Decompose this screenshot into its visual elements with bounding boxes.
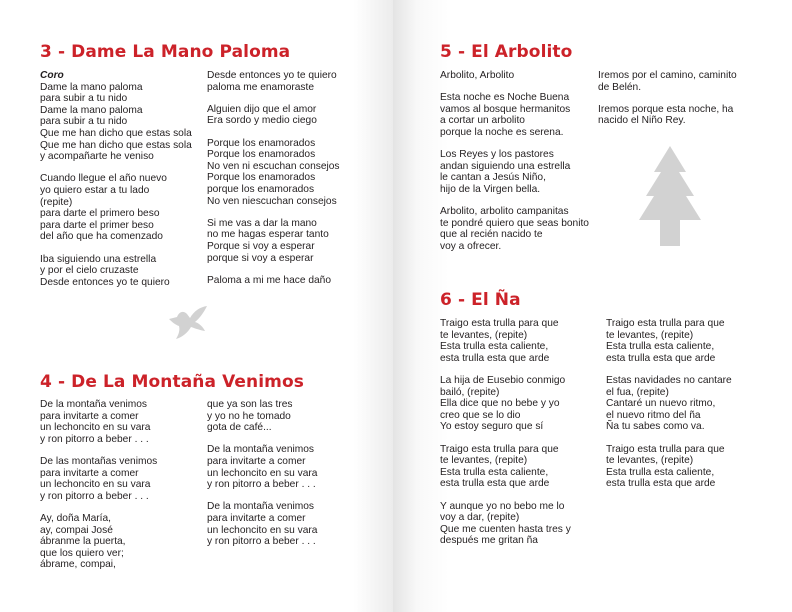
lyric-line: un lechoncito en su vara: [207, 467, 318, 479]
stanza: [207, 275, 367, 287]
lyric-line: ábranme la puerta,: [40, 536, 126, 548]
stanza: [207, 138, 367, 208]
lyric-line: andan siguiendo una estrella: [440, 160, 571, 172]
lyric-line: Porque los enamorados: [207, 149, 316, 161]
stanza: [40, 399, 200, 445]
song-title: 6 - El Ña: [440, 290, 521, 310]
lyric-line: un lechoncito en su vara: [207, 524, 318, 536]
lyric-line: para subir a tu nido: [40, 93, 128, 105]
stanza: [207, 104, 367, 127]
lyric-line: Ña tu sabes como va.: [606, 421, 705, 433]
lyric-line: No ven niescuchan consejos: [207, 195, 337, 207]
lyric-line: Ay, doña María,: [40, 512, 111, 524]
lyric-line: Porque si voy a esperar: [207, 240, 315, 252]
stanza: [440, 444, 600, 490]
lyric-line: y acompañarte he veniso: [40, 151, 154, 163]
stanza: [598, 104, 758, 127]
stanza: [606, 375, 766, 433]
stanza: [207, 70, 367, 93]
lyric-line: para invitarte a comer: [40, 467, 139, 479]
lyrics-column: [598, 70, 758, 138]
lyric-line: y ron pitorro a beber . . .: [207, 479, 316, 491]
stanza: [440, 375, 600, 433]
stanza: [40, 513, 200, 571]
stanza: [207, 444, 367, 490]
lyric-line: Iremos porque esta noche, ha: [598, 103, 734, 115]
lyric-line: y por el cielo cruzaste: [40, 265, 139, 277]
lyric-line: ábrame, compai,: [40, 559, 116, 571]
lyric-line: para darte el primero beso: [40, 208, 160, 220]
lyric-line: voy a dar, (repite): [440, 512, 520, 524]
lyric-line: Traigo esta trulla para que: [606, 318, 725, 329]
lyric-line: Y aunque yo no bebo me lo: [440, 500, 565, 512]
lyric-line: Iremos por el camino, caminito: [598, 70, 737, 81]
lyric-line: después me gritan ña: [440, 535, 538, 547]
lyric-line: no me hagas esperar tanto: [207, 229, 329, 241]
lyric-line: De la montaña venimos: [40, 399, 148, 410]
lyric-line: Que me cuenten hasta tres y: [440, 523, 571, 535]
lyric-line: bailó, (repite): [440, 386, 500, 398]
song-de-la-montana-venimos: [40, 372, 304, 392]
lyric-line: para subir a tu nido: [40, 116, 128, 128]
lyric-line: voy a ofrecer.: [440, 240, 502, 252]
song-title: 3 - Dame La Mano Paloma: [40, 42, 291, 62]
dove-icon: [167, 306, 211, 340]
lyric-line: Traigo esta trulla para que: [440, 318, 559, 329]
lyric-line: que ya son las tres: [207, 399, 293, 410]
lyric-line: el fua, (repite): [606, 386, 669, 398]
lyric-line: No ven ni escuchan consejos: [207, 160, 340, 172]
lyric-line: te levantes, (repite): [606, 455, 694, 467]
lyric-line: y yo no he tomado: [207, 410, 291, 422]
lyric-line: ay, compai José: [40, 524, 113, 536]
lyric-line: Arbolito, arbolito campanitas: [440, 206, 569, 218]
lyric-line: vamos al bosque hermanitos: [440, 103, 571, 115]
coro-label: Coro: [40, 70, 64, 81]
lyric-line: para invitarte a comer: [207, 512, 306, 524]
lyric-line: y ron pitorro a beber . . .: [40, 490, 149, 502]
lyric-line: te pondré quiero que seas bonito: [440, 217, 589, 229]
stanza: [40, 70, 200, 163]
lyric-line: nacido el Niño Rey.: [598, 115, 686, 127]
song-dame-la-mano-paloma: [40, 42, 290, 62]
lyric-line: le cantan a Jesús Niño,: [440, 172, 546, 184]
song-title: 5 - El Arbolito: [440, 42, 573, 62]
lyric-line: Que me han dicho que estas sola: [40, 139, 192, 151]
song-title: 4 - De La Montaña Venimos: [40, 372, 304, 392]
lyrics-column: [207, 399, 367, 558]
lyric-line: Cantaré un nuevo ritmo,: [606, 398, 716, 410]
lyric-line: Desde entonces yo te quiero: [40, 276, 170, 288]
lyric-line: para invitarte a comer: [207, 455, 306, 467]
lyric-line: esta trulla esta que arde: [440, 478, 550, 490]
stanza: [440, 92, 600, 138]
lyric-line: Esta noche es Noche Buena: [440, 92, 570, 104]
lyric-line: Que me han dicho que estas sola: [40, 127, 192, 139]
lyric-line: Traigo esta trulla para que: [606, 443, 725, 455]
lyric-line: La hija de Eusebio conmigo: [440, 374, 566, 386]
lyric-line: un lechoncito en su vara: [40, 422, 151, 434]
lyrics-column: [207, 70, 367, 297]
lyric-line: De las montañas venimos: [40, 455, 158, 467]
lyric-line: y ron pitorro a beber . . .: [40, 433, 149, 445]
stanza: [207, 218, 367, 264]
stanza: [440, 318, 600, 364]
lyric-line: Alguien dijo que el amor: [207, 103, 317, 115]
lyric-line: De la montaña venimos: [207, 501, 315, 513]
lyric-line: Paloma a mi me hace daño: [207, 274, 332, 286]
lyric-line: porque la noche es serena.: [440, 126, 564, 138]
lyric-line: del año que ha comenzado: [40, 231, 163, 243]
lyric-line: Arbolito, Arbolito: [440, 70, 515, 81]
lyric-line: esta trulla esta que arde: [606, 352, 716, 364]
stanza: [440, 149, 600, 195]
lyric-line: porque los enamorados: [207, 183, 315, 195]
lyric-line: hijo de la Virgen bella.: [440, 183, 541, 195]
lyric-line: que los quiero ver;: [40, 547, 124, 559]
lyric-line: Ella dice que no bebe y yo: [440, 398, 560, 410]
song-el-arbolito: [440, 42, 572, 62]
lyric-line: un lechoncito en su vara: [40, 479, 151, 491]
lyric-line: Dame la mano paloma: [40, 104, 143, 116]
lyric-line: (repite): [40, 196, 73, 208]
lyric-line: paloma me enamoraste: [207, 81, 315, 93]
lyric-line: a cortar un arbolito: [440, 115, 525, 127]
lyric-line: Estas navidades no cantare: [606, 374, 732, 386]
lyric-line: te levantes, (repite): [440, 329, 528, 341]
stanza: [440, 206, 600, 252]
stanza: [606, 318, 766, 364]
lyric-line: te levantes, (repite): [606, 329, 694, 341]
lyric-line: Cuando llegue el año nuevo: [40, 173, 167, 185]
lyric-line: y ron pitorro a beber . . .: [207, 536, 316, 548]
lyric-line: Los Reyes y los pastores: [440, 149, 554, 161]
lyric-line: De la montaña venimos: [207, 444, 315, 456]
lyric-line: Iba siguiendo una estrella: [40, 253, 157, 265]
lyric-line: Esta trulla esta caliente,: [440, 466, 549, 478]
stanza: [207, 501, 367, 547]
stanza: [207, 399, 367, 434]
lyric-line: Porque los enamorados: [207, 137, 316, 149]
lyric-line: Era sordo y medio ciego: [207, 115, 317, 127]
song-el-na: [440, 290, 521, 310]
christmas-tree-icon: [634, 146, 706, 254]
stanza: [440, 501, 600, 547]
lyric-line: Esta trulla esta caliente,: [606, 341, 715, 353]
lyric-line: yo quiero estar a tu lado: [40, 184, 150, 196]
stanza: [40, 456, 200, 502]
stanza: [598, 70, 758, 93]
lyrics-column: [440, 318, 600, 557]
lyric-line: para invitarte a comer: [40, 410, 139, 422]
lyrics-column: [606, 318, 766, 501]
lyric-line: el nuevo ritmo del ña: [606, 409, 701, 421]
lyric-line: te levantes, (repite): [440, 455, 528, 467]
stanza: [40, 254, 200, 289]
lyric-line: Traigo esta trulla para que: [440, 443, 559, 455]
stanza: [40, 173, 200, 243]
lyric-line: gota de café...: [207, 422, 272, 434]
lyrics-column: [40, 70, 200, 299]
lyric-line: Dame la mano paloma: [40, 81, 143, 93]
lyric-line: porque si voy a esperar: [207, 252, 314, 264]
lyric-line: Esta trulla esta caliente,: [440, 341, 549, 353]
lyric-line: esta trulla esta que arde: [440, 352, 550, 364]
stanza: [440, 70, 600, 82]
lyric-line: esta trulla esta que arde: [606, 478, 716, 490]
lyric-line: para darte el primer beso: [40, 219, 154, 231]
lyric-line: Yo estoy seguro que sí: [440, 421, 544, 433]
stanza: [606, 444, 766, 490]
lyric-line: Desde entonces yo te quiero: [207, 70, 337, 81]
lyric-line: Esta trulla esta caliente,: [606, 466, 715, 478]
lyric-line: Si me vas a dar la mano: [207, 217, 317, 229]
lyrics-column: [440, 70, 600, 263]
lyrics-column: [40, 399, 200, 582]
lyric-line: que al recién nacido te: [440, 229, 543, 241]
lyric-line: de Belén.: [598, 81, 642, 93]
lyric-line: creo que se lo dio: [440, 409, 521, 421]
lyric-line: Porque los enamorados: [207, 172, 316, 184]
